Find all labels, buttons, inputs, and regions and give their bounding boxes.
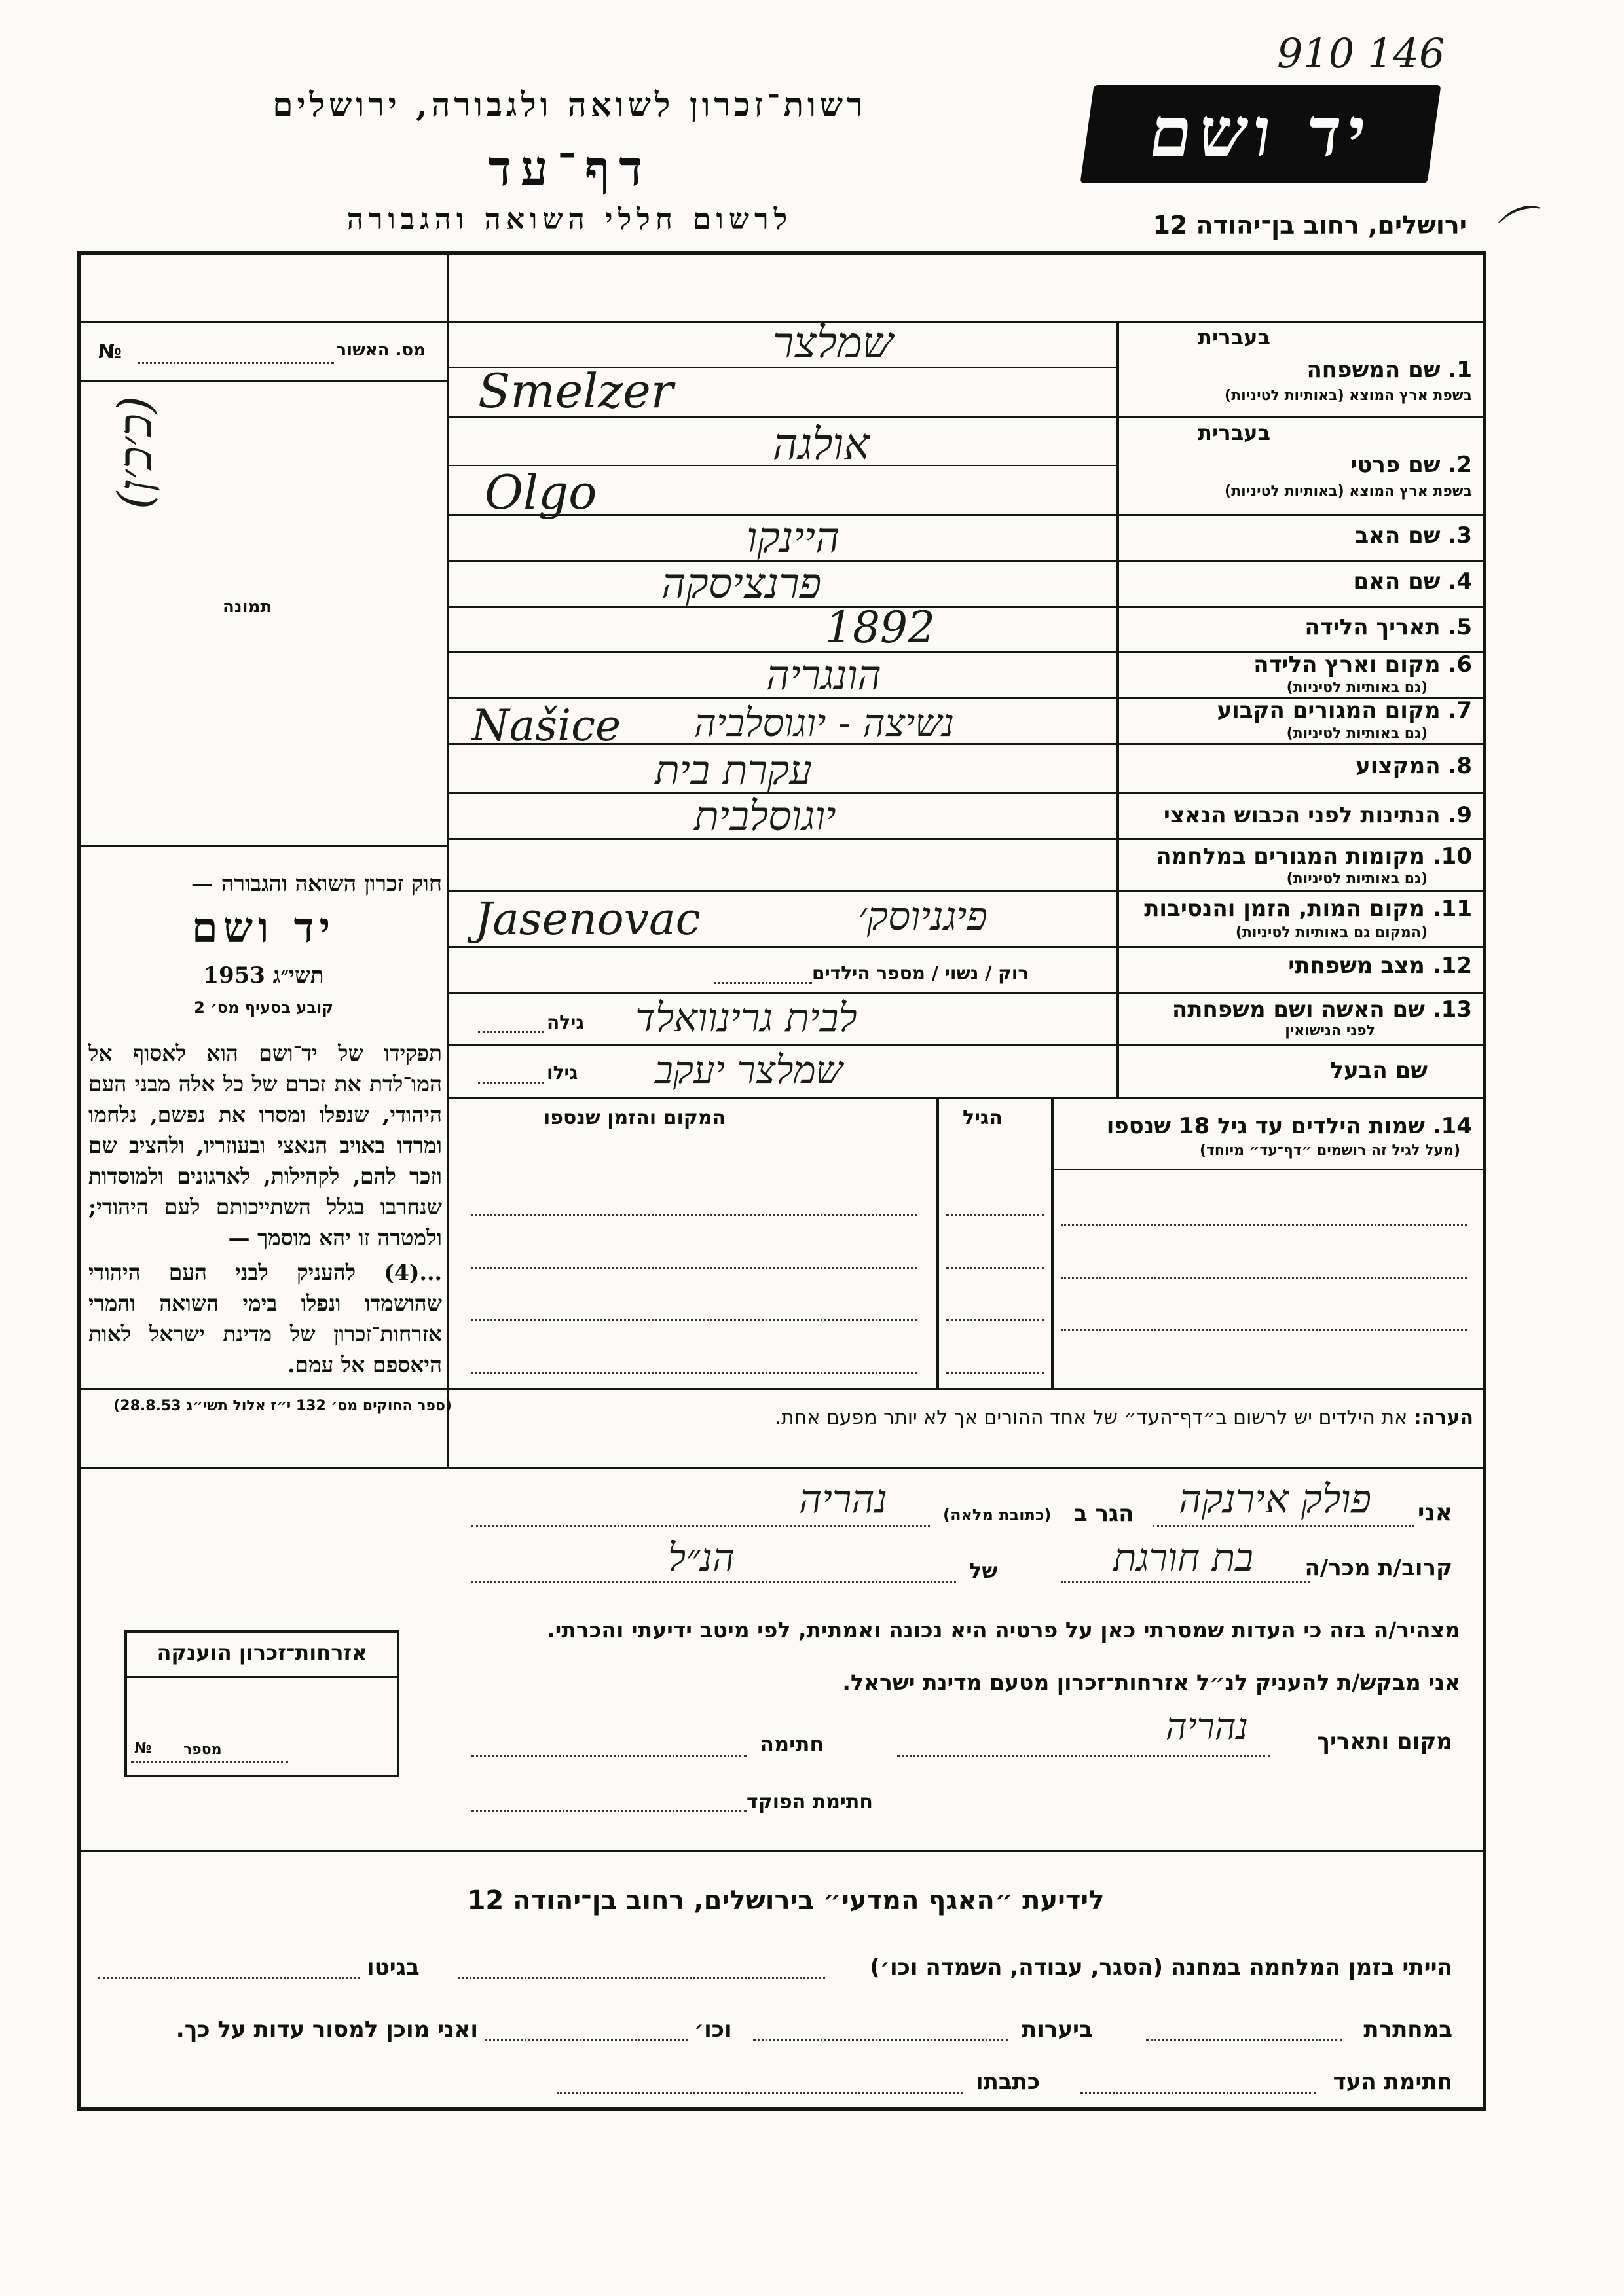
husband-name-value: שמלצר יעקב [655, 1048, 843, 1092]
first-name-label [1350, 452, 1472, 478]
f8-label: המקצוע [1356, 753, 1441, 779]
citizenship-number-symbol: № [134, 1740, 152, 1757]
family-name-label [1306, 357, 1472, 383]
bottom-line1-ghetto: בגיטו [367, 1954, 420, 1980]
of-value: הנ״ל [668, 1535, 735, 1580]
f8-num: 8. [1448, 753, 1472, 779]
note-row [458, 1406, 1473, 1429]
birth-place-label [1253, 651, 1472, 678]
bottom-line2-etc: וכו׳ [694, 2016, 732, 2043]
declarant-resides: הגר ב [1074, 1501, 1134, 1527]
husband-age-label: גילו [547, 1062, 578, 1084]
note-text: את הילדים יש לרשום ב״דף־העד״ של אחד ההורים אך לא יותר מפעם אחת. [775, 1406, 1408, 1429]
children-label [1107, 1113, 1472, 1139]
birth-place-value: הונגריה [766, 651, 881, 699]
birth-date-value: 1892 [825, 602, 935, 653]
bottom-title: לידיעת ״האגף המדעי״ בירושלים, רחוב בן־יהודה 12 [467, 1886, 1105, 1916]
place-date-value: נהריה [1166, 1705, 1249, 1748]
authority-title: רשות־זכרון לשואה ולגבורה, ירושלים [272, 85, 867, 124]
wife-name-label [1172, 996, 1472, 1023]
declarant-i: אני [1417, 1499, 1452, 1526]
f1-label: שם המשפחה [1306, 357, 1441, 383]
in-hebrew-label-1: בעברית [1198, 325, 1270, 350]
declarant-name-value: פולק אירנקה [1179, 1476, 1372, 1522]
law-text-2: ...(4) להעניק לבני העם היהודי שהושמדו ונפלו בימי השואה והמרי אזרחות־זכרון של מדינת ישראל לאות היאספם אל עמם. [88, 1260, 442, 1377]
f11-num: 11. [1432, 896, 1472, 922]
margin-note: (כ׳כ׳ן) [108, 395, 162, 510]
nationality-label [1164, 802, 1472, 828]
f7-sub: (גם באותיות לטיניות) [1286, 725, 1428, 742]
children-age-column: הגיל [963, 1106, 1003, 1129]
f11-label: מקום המות, הזמן והנסיבות [1144, 896, 1425, 922]
f14-label: שמות הילדים עד גיל 18 שנספו [1106, 1113, 1425, 1139]
husband-name-label: שם הבעל [1330, 1057, 1428, 1084]
of-label: של [969, 1558, 998, 1583]
approval-number-symbol: № [98, 340, 122, 363]
f13-sub: לפני הנישואין [1285, 1023, 1375, 1039]
f6-sub: (גם באותיות לטיניות) [1286, 680, 1428, 696]
nationality-value: יוגוסלבית [694, 792, 836, 840]
children-place-time-column: המקום והזמן שנספו [544, 1106, 726, 1129]
f2-num: 2. [1448, 452, 1472, 478]
death-place-hebrew-value: פיגניוסק׳ [858, 894, 987, 939]
profession-label [1356, 753, 1472, 779]
f10-sub: (גם באותיות לטיניות) [1286, 871, 1428, 887]
bottom-line2-testimony: ואני מוכן למסור עדות על כך. [175, 2016, 478, 2043]
f4-num: 4. [1448, 568, 1472, 594]
f5-num: 5. [1448, 614, 1472, 640]
in-hebrew-label-2: בעברית [1198, 420, 1270, 445]
death-place-label [1144, 896, 1472, 922]
wartime-residences-label [1156, 843, 1472, 869]
form-title: דף־עד [488, 141, 652, 197]
f12-num: 12. [1432, 953, 1472, 979]
marital-status-options: רוק / נשוי / מספר הילדים [812, 962, 1029, 984]
father-name-label [1355, 522, 1472, 549]
bottom-line2-forests: ביערות [1022, 2016, 1093, 2043]
death-place-latin-value: Jasenovac [475, 894, 701, 945]
full-address-label: (כתובת מלאה) [943, 1506, 1052, 1524]
f7-num: 7. [1448, 697, 1472, 723]
declarant-address-value: נהריה [799, 1476, 888, 1522]
law-text-1: תפקידו של יד־ושם הוא לאסוף אל המו־לדת את זכרם של כל אלה מבני העם היהודי, שנפלו ומסרו את נפשם, נלחמו ומרדו באויב הנאצי ובעוזריו, ולהציב שם וזכר להם, לקהילות, לארגונים ולמוסדות שנחרבו בגלל השתייכותם לעם היהודי; ולמטרה זו יהא מוסמך — [88, 1040, 442, 1250]
bottom-witness-signature: חתימת העד [1333, 2069, 1452, 2095]
law-clause: קובע בסעיף מס׳ 2 [194, 998, 333, 1017]
form-subtitle: לרשום חללי השואה והגבורה [346, 203, 793, 236]
f5-label: תאריך הלידה [1304, 614, 1441, 640]
marital-status-label [1288, 953, 1472, 979]
f9-label: הנתינות לפני הכבוש הנאצי [1163, 802, 1441, 828]
law-title: חוק זכרון השואה והגבורה — [191, 871, 442, 897]
law-name: יד ושם [191, 903, 336, 953]
f6-num: 6. [1448, 651, 1472, 678]
f14-num: 14. [1432, 1113, 1472, 1139]
relative-value: בת חורגת [1113, 1535, 1253, 1580]
residence-latin-value: Našice [471, 701, 621, 751]
f4-label: שם האם [1353, 568, 1441, 594]
family-name-latin-value: Smelzer [478, 363, 674, 418]
f10-num: 10. [1432, 843, 1472, 869]
logo-text: יד ושם [1144, 92, 1378, 172]
first-name-latin-value: Olgo [485, 465, 597, 520]
f2-sub: בשפת ארץ המוצא (באותיות לטיניות) [1225, 483, 1472, 500]
archive-number: 910 146 [1277, 29, 1445, 77]
family-name-hebrew-value: שמלצר [773, 318, 893, 368]
note-label: הערה: [1413, 1406, 1473, 1429]
f9-num: 9. [1448, 802, 1472, 828]
declaration-text: מצהיר/ה בזה כי העדות שמסרתי כאן על פרטיה היא נכונה ואמתית, לפי מיטב ידיעתי והכרתי. [547, 1617, 1460, 1643]
wife-age-label: גילה [547, 1011, 584, 1033]
law-year: תשי״ג 1953 [203, 962, 324, 989]
profession-value: עקרת בית [655, 746, 813, 794]
wife-name-value: לבית גרינוואלד [635, 995, 857, 1041]
birth-date-label [1304, 614, 1472, 640]
photo-label: תמונה [223, 597, 272, 617]
officer-signature-label: חתימת הפוקד [747, 1791, 873, 1813]
citizenship-title: אזרחות־זכרון הוענקה [157, 1640, 367, 1665]
approval-number-label: מס. האשור [336, 340, 426, 360]
f7-label: מקום המגורים הקבוע [1217, 697, 1441, 723]
first-name-hebrew-value: אולגה [773, 419, 870, 469]
residence-label [1217, 697, 1472, 723]
law-source: (ספר החוקים מס׳ 132 י״ז אלול תשי״ג 28.8.53) [113, 1398, 452, 1414]
f1-num: 1. [1448, 357, 1472, 383]
bottom-address-label: כתבתו [976, 2069, 1041, 2095]
father-name-value: היינקו [747, 514, 840, 562]
bottom-line2-underground: במחתרת [1363, 2016, 1452, 2043]
place-date-label: מקום ותאריך [1317, 1728, 1452, 1755]
mother-name-label [1353, 568, 1472, 594]
f14-sub: (מעל לגיל זה רושמים ״דף־עד״ מיוחד) [1199, 1142, 1460, 1159]
residence-hebrew-value: נשיצה - יוגוסלביה [694, 701, 955, 745]
f12-label: מצב משפחתי [1288, 953, 1425, 979]
mother-name-value: פרנציסקה [661, 560, 822, 608]
relative-label: קרוב/ת מכר/ה [1304, 1555, 1452, 1581]
signature-label: חתימה [760, 1732, 824, 1757]
bottom-line1-camp: הייתי בזמן המלחמה במחנה (הסגר, עבודה, השמדה וכו׳) [870, 1954, 1452, 1980]
f11-sub: (המקום גם באותיות לטיניות) [1235, 924, 1428, 941]
f1-sub: בשפת ארץ המוצא (באותיות לטיניות) [1225, 388, 1472, 404]
address: ירושלים, רחוב בן־יהודה 12 [1153, 211, 1467, 240]
f3-num: 3. [1448, 522, 1472, 549]
f13-label: שם האשה ושם משפחתה [1172, 996, 1425, 1023]
yad-vashem-logo [1080, 85, 1441, 183]
f3-label: שם האב [1355, 522, 1441, 549]
scribble-mark: ⌒ [1486, 200, 1548, 266]
f10-label: מקומות המגורים במלחמה [1156, 843, 1425, 869]
request-text: אני מבקש/ת להעניק לנ״ל אזרחות־זכרון מטעם מדינת ישראל. [842, 1669, 1460, 1695]
f13-num: 13. [1432, 996, 1472, 1023]
citizenship-number-label: מספר [183, 1741, 222, 1758]
f6-label: מקום וארץ הלידה [1253, 651, 1441, 678]
f2-label: שם פרטי [1350, 452, 1441, 478]
